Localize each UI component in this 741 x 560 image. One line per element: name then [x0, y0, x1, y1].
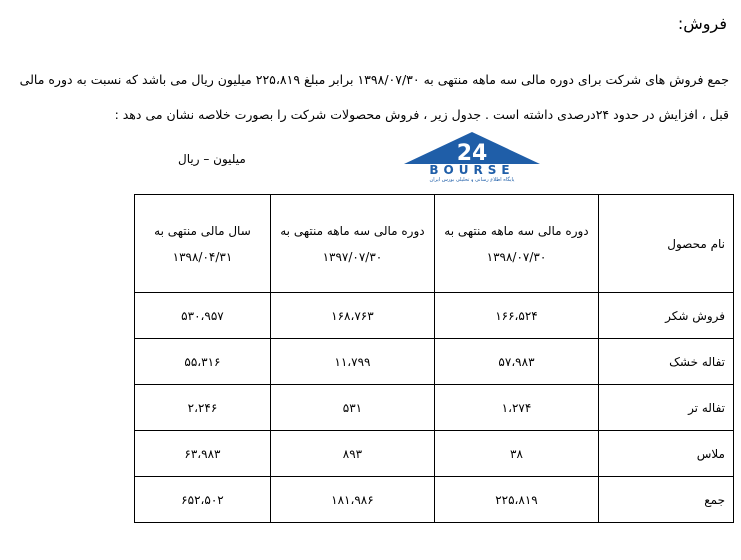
section-heading: فروش:: [677, 14, 727, 33]
table-row-total: [135, 477, 734, 523]
logo-word: BOURSE: [429, 163, 515, 177]
unit-label: میلیون – ریال: [178, 152, 246, 166]
header-product: نام محصول: [599, 195, 734, 293]
header-previous-period: دوره مالی سه ماهه منتهی به ۱۳۹۷/۰۷/۳۰: [270, 195, 434, 293]
fiscal-year-value: ۲،۲۴۶: [135, 385, 271, 431]
table-row: [135, 385, 734, 431]
table-row: [135, 339, 734, 385]
total-label: جمع: [599, 477, 734, 523]
table-header-row: [135, 195, 734, 293]
product-name: تفاله خشک: [599, 339, 734, 385]
current-period-value: ۳۸: [434, 431, 598, 477]
bourse24-logo: [398, 130, 546, 182]
current-period-value: ۱،۲۷۴: [434, 385, 598, 431]
paragraph-line-2: قبل ، افزایش در حدود ۲۴درصدی داشته است . جدول زیر ، فروش محصولات شرکت را بصورت خلاصه نشان می دهد :: [114, 107, 729, 122]
current-period-value: ۱۶۶،۵۲۴: [434, 293, 598, 339]
table-row: [135, 431, 734, 477]
sales-table: [134, 194, 734, 523]
fiscal-year-value: ۶۵۲،۵۰۲: [135, 477, 271, 523]
current-period-value: ۵۷،۹۸۳: [434, 339, 598, 385]
previous-period-value: ۱۶۸،۷۶۳: [270, 293, 434, 339]
fiscal-year-value: ۵۳۰،۹۵۷: [135, 293, 271, 339]
header-current-period: دوره مالی سه ماهه منتهی به ۱۳۹۸/۰۷/۳۰: [434, 195, 598, 293]
product-name: تفاله تر: [599, 385, 734, 431]
fiscal-year-value: ۶۳،۹۸۳: [135, 431, 271, 477]
product-name: فروش شکر: [599, 293, 734, 339]
intro-paragraph: [9, 62, 729, 132]
current-period-value: ۲۲۵،۸۱۹: [434, 477, 598, 523]
paragraph-line-1: جمع فروش های شرکت برای دوره مالی سه ماهه منتهی به ۱۳۹۸/۰۷/۳۰ برابر مبلغ ۲۲۵،۸۱۹ میلیون ریال می باشد که نسبت به دوره مالی: [19, 72, 729, 87]
previous-period-value: ۵۳۱: [270, 385, 434, 431]
fiscal-year-value: ۵۵،۳۱۶: [135, 339, 271, 385]
previous-period-value: ۱۱،۷۹۹: [270, 339, 434, 385]
header-fiscal-year: سال مالی منتهی به ۱۳۹۸/۰۴/۳۱: [135, 195, 271, 293]
previous-period-value: ۸۹۳: [270, 431, 434, 477]
product-name: ملاس: [599, 431, 734, 477]
previous-period-value: ۱۸۱،۹۸۶: [270, 477, 434, 523]
table-row: [135, 293, 734, 339]
logo-number: 24: [456, 141, 488, 166]
logo-tagline: پایگاه اطلاع رسانی و تحلیلی بورس ایران: [429, 177, 515, 182]
